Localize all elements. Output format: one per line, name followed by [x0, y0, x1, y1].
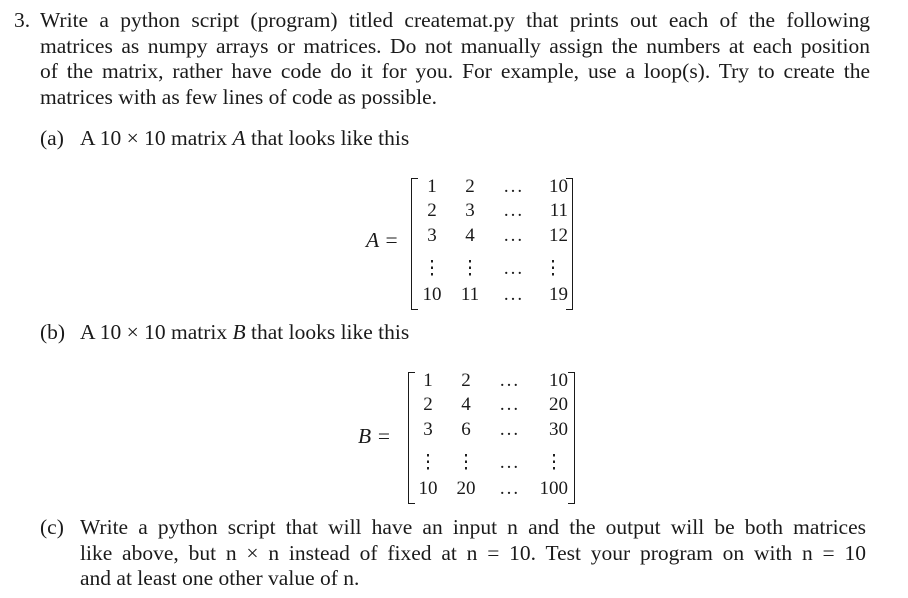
matrix-b-cell: 3 — [423, 419, 433, 440]
matrix-a-hdots: ... — [503, 225, 525, 246]
matrix-b-cell: 2 — [461, 370, 471, 391]
matrix-a-cell: 2 — [465, 176, 475, 197]
part-c-text — [80, 515, 866, 592]
matrix-a-cell: 3 — [465, 200, 475, 221]
matrix-b-hdots: ... — [499, 370, 521, 391]
matrix-a-cell: 3 — [427, 225, 437, 246]
part-b-text-pre: A 10 × 10 matrix — [80, 320, 233, 344]
matrix-b-eq-label: B = — [358, 424, 392, 448]
matrix-b-cell: 6 — [461, 419, 471, 440]
matrix-b-hdots: ... — [499, 419, 521, 440]
matrix-a-hdots: ... — [503, 284, 525, 305]
matrix-a-cell: 11 — [549, 200, 568, 221]
question-number: 3. — [14, 8, 31, 32]
matrix-b-vdots: ⋮ — [456, 452, 476, 473]
matrix-a-left-bracket — [411, 178, 418, 310]
part-b-heading — [40, 320, 409, 346]
part-a-text-pre: A 10 × 10 matrix — [80, 126, 233, 150]
matrix-a-hdots: ... — [503, 176, 525, 197]
part-b-var: B — [232, 320, 246, 344]
matrix-a-vdots: ⋮ — [543, 258, 563, 279]
matrix-b-hdots: ... — [499, 478, 521, 499]
matrix-b-cell: 20 — [549, 394, 568, 415]
matrix-a-eq-label: A = — [366, 228, 399, 252]
question-text — [40, 8, 870, 110]
matrix-a-cell: 11 — [460, 284, 480, 305]
matrix-a-cell: 12 — [549, 225, 568, 246]
part-c-line: and at least one other value of n. — [80, 566, 360, 591]
part-b-label: (b) — [40, 320, 66, 344]
matrix-a-cell: 10 — [422, 284, 442, 305]
part-c-line: like above, but n × n instead of fixed at n = 10. Test your program on with n = 10 — [80, 540, 866, 565]
matrix-a-cell: 19 — [549, 284, 568, 305]
matrix-a-hdots: ... — [503, 200, 525, 221]
matrix-b-cell: 4 — [461, 394, 471, 415]
matrix-b-hdots: ... — [499, 452, 521, 473]
matrix-a-cell: 10 — [549, 176, 568, 197]
part-a-text-post: that looks like this — [245, 126, 410, 150]
part-a-var: A — [232, 126, 246, 150]
matrix-b-cell: 20 — [456, 478, 476, 499]
part-a-heading — [40, 126, 409, 152]
part-c-line: Write a python script that will have an input n and the output will be both matrices — [80, 515, 866, 539]
part-b-text-post: that looks like this — [245, 320, 410, 344]
matrix-a-vdots: ⋮ — [422, 258, 442, 279]
part-a-label: (a) — [40, 126, 64, 150]
matrix-b-right-bracket — [568, 372, 575, 504]
matrix-a-cell: 1 — [427, 176, 437, 197]
matrix-b-cell: 2 — [423, 394, 433, 415]
question-line: matrices with as few lines of code as possible. — [40, 84, 438, 109]
matrix-a-vdots: ⋮ — [460, 258, 480, 279]
matrix-b-cell: 30 — [549, 419, 568, 440]
matrix-b-cell: 100 — [539, 478, 568, 499]
matrix-b-cell: 10 — [549, 370, 568, 391]
matrix-b-hdots: ... — [499, 394, 521, 415]
part-c-label: (c) — [40, 515, 64, 539]
question-line: Write a python script (program) titled createmat.py that prints out each of the following — [40, 8, 870, 32]
matrix-a-cell: 2 — [427, 200, 437, 221]
matrix-b-vdots: ⋮ — [544, 452, 564, 473]
matrix-b-vdots: ⋮ — [418, 452, 438, 473]
matrix-a-hdots: ... — [503, 258, 525, 279]
matrix-a-cell: 4 — [465, 225, 475, 246]
matrix-b-cell: 10 — [418, 478, 438, 499]
matrix-b-cell: 1 — [423, 370, 433, 391]
question-line: of the matrix, rather have code do it for you. For example, use a loop(s). Try to create the — [40, 59, 870, 84]
question-line: matrices as numpy arrays or matrices. Do not manually assign the numbers at each position — [40, 33, 870, 58]
